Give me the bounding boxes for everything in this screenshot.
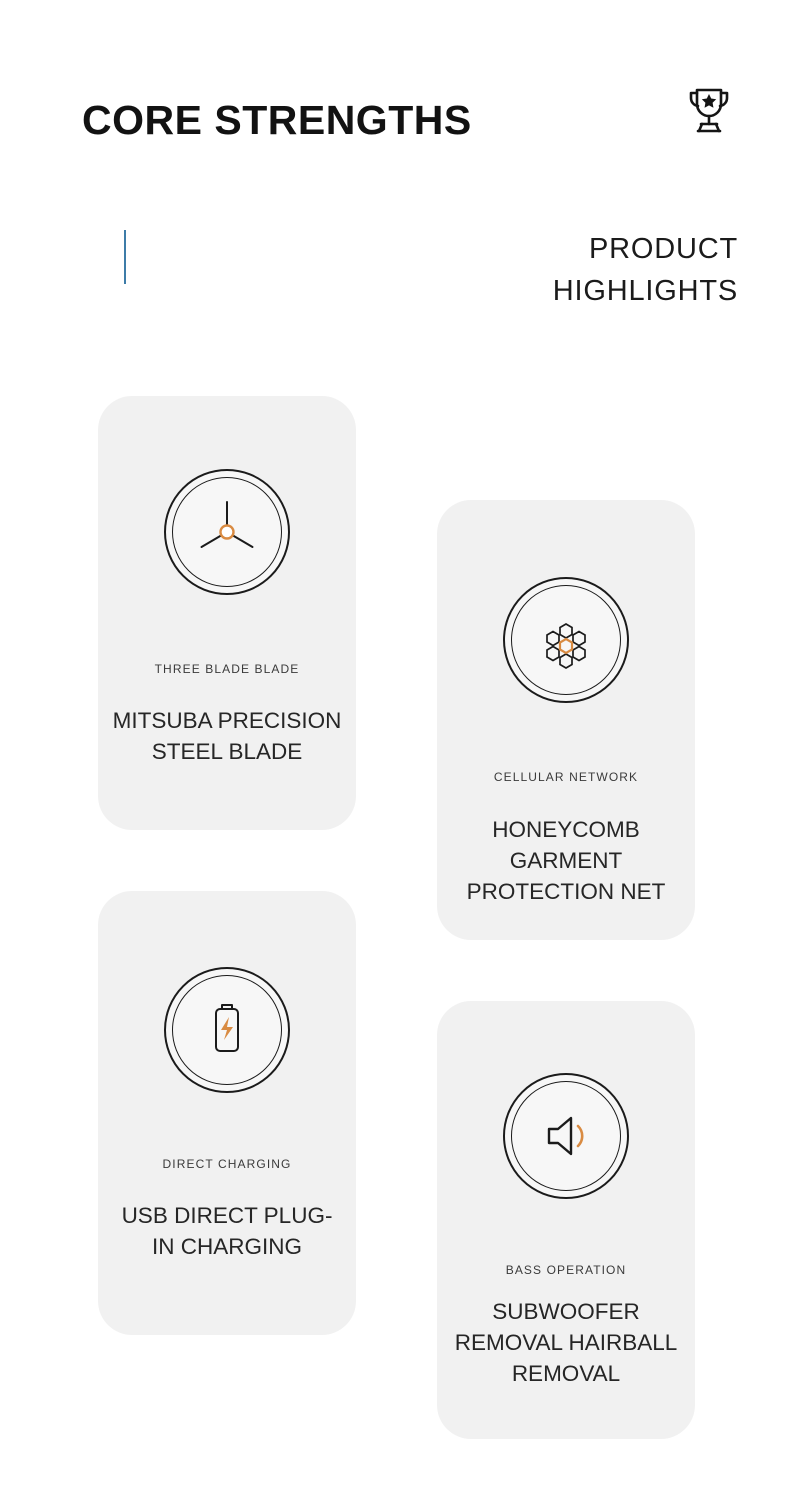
- card-title: USB DIRECT PLUG-IN CHARGING: [121, 1203, 333, 1259]
- battery-charging-icon: [164, 967, 290, 1093]
- highlight-card-three-blade: [98, 396, 356, 830]
- card-kicker: DIRECT CHARGING: [162, 1157, 292, 1171]
- card-title: SUBWOOFER REMOVAL HAIRBALL REMOVAL: [454, 1299, 678, 1386]
- page-title: CORE STRENGTHS: [82, 97, 472, 143]
- card-kicker: CELLULAR NETWORK: [493, 770, 639, 784]
- honeycomb-mesh-icon: [503, 577, 629, 703]
- card-title: HONEYCOMB GARMENT PROTECTION NET: [466, 817, 666, 904]
- card-title: MITSUBA PRECISION STEEL BLADE: [112, 708, 342, 764]
- accent-bar: [124, 230, 126, 284]
- card-kicker: THREE BLADE BLADE: [154, 662, 300, 676]
- subheader-line-1: PRODUCT: [589, 233, 738, 265]
- subheader: [553, 228, 738, 312]
- highlight-card-charging: [98, 891, 356, 1335]
- card-kicker: BASS OPERATION: [505, 1263, 627, 1277]
- highlight-card-honeycomb: [437, 500, 695, 940]
- speaker-volume-icon: [503, 1073, 629, 1199]
- highlight-card-subwoofer: [437, 1001, 695, 1439]
- trophy-icon: [680, 82, 738, 140]
- subheader-line-2: HIGHLIGHTS: [552, 275, 738, 308]
- three-blade-fan-icon: [164, 469, 290, 595]
